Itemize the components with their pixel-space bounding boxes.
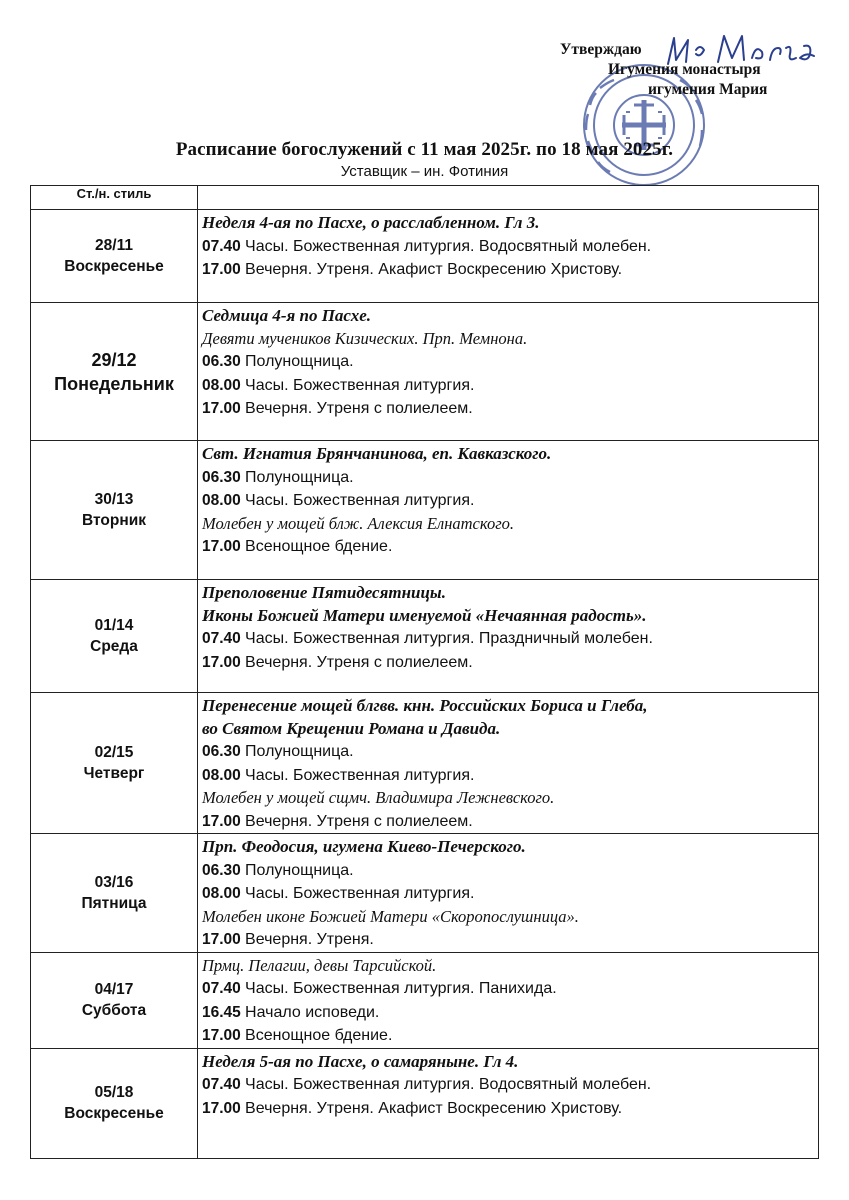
service-text: Вечерня. Утреня с полиелеем. bbox=[245, 812, 473, 830]
service-text: Вечерня. Утреня. Акафист Воскресению Христову. bbox=[245, 261, 623, 278]
service-text: Часы. Божественная литургия. bbox=[245, 376, 475, 394]
date-cell bbox=[31, 441, 198, 580]
service-text: Всенощное бдение. bbox=[245, 1027, 393, 1044]
service-text: Часы. Божественная литургия. bbox=[245, 885, 475, 902]
service-text: Вечерня. Утреня с полиелеем. bbox=[245, 400, 473, 417]
table-row bbox=[31, 834, 819, 953]
service-line bbox=[202, 627, 814, 651]
service-line bbox=[202, 350, 814, 374]
service-time: 17.00 bbox=[202, 931, 241, 948]
weekday: Четверг bbox=[83, 765, 145, 782]
page-title: Расписание богослужений с 11 мая 2025г. по 18 мая 2025г. bbox=[175, 139, 674, 160]
weekday: Воскресенье bbox=[64, 258, 164, 275]
service-line bbox=[202, 535, 814, 559]
date-cell bbox=[31, 952, 198, 1048]
service-text: Вечерня. Утреня. bbox=[245, 931, 374, 948]
services-cell bbox=[198, 580, 819, 693]
feast-title: Перенесение мощей блгвв. кнн. Российских Бориса и Глеба, bbox=[202, 696, 648, 715]
weekday: Суббота bbox=[81, 1002, 147, 1019]
service-text: Часы. Божественная литургия. Водосвятный молебен. bbox=[245, 237, 652, 255]
weekday: Вторник bbox=[82, 512, 146, 529]
service-time: 17.00 bbox=[202, 400, 241, 417]
service-time: 06.30 bbox=[202, 861, 241, 879]
service-time: 06.30 bbox=[202, 468, 241, 486]
approval-line-approve: Утверждаю bbox=[560, 41, 642, 58]
service-line bbox=[202, 1001, 814, 1025]
date-value: 02/15 bbox=[94, 744, 134, 761]
handwritten-signature bbox=[662, 30, 822, 70]
weekday: Воскресенье bbox=[64, 1105, 164, 1122]
table-row bbox=[31, 1048, 819, 1158]
service-text: Часы. Божественная литургия. bbox=[245, 492, 475, 509]
services-cell bbox=[198, 834, 819, 953]
table-header-row bbox=[31, 186, 819, 210]
service-time: 07.40 bbox=[202, 980, 241, 997]
feast-title: Свт. Игнатия Брянчанинова, еп. Кавказского. bbox=[202, 444, 552, 463]
service-line bbox=[202, 810, 814, 834]
service-line bbox=[202, 764, 814, 788]
services-cell bbox=[198, 210, 819, 303]
service-text: Полунощница. bbox=[245, 861, 354, 879]
service-text: Часы. Божественная литургия. bbox=[245, 766, 475, 784]
date-cell bbox=[31, 693, 198, 834]
service-line bbox=[202, 1097, 814, 1121]
service-line bbox=[202, 397, 814, 421]
services-cell bbox=[198, 693, 819, 834]
commemoration-note: Прмц. Пелагии, девы Тарсийской. bbox=[202, 955, 437, 975]
service-text: Всенощное бдение. bbox=[245, 538, 393, 555]
service-text: Часы. Божественная литургия. Панихида. bbox=[245, 980, 557, 997]
service-time: 08.00 bbox=[202, 492, 241, 509]
service-line bbox=[202, 1073, 814, 1097]
service-time: 07.40 bbox=[202, 237, 241, 255]
feast-title: Неделя 5-ая по Пасхе, о самаряныне. Гл 4. bbox=[202, 1051, 519, 1071]
date-cell bbox=[31, 303, 198, 441]
service-time: 08.00 bbox=[202, 376, 241, 394]
service-time: 17.00 bbox=[202, 812, 241, 830]
date-cell bbox=[31, 834, 198, 953]
service-text: Часы. Божественная литургия. Праздничный молебен. bbox=[245, 630, 653, 647]
header-services-column bbox=[198, 186, 819, 210]
date-cell bbox=[31, 580, 198, 693]
services-cell bbox=[198, 952, 819, 1048]
feast-title: Седмица 4-я по Пасхе. bbox=[202, 306, 372, 325]
service-line bbox=[202, 489, 814, 513]
approval-line-name: игумения Мария bbox=[648, 81, 768, 98]
service-line bbox=[202, 235, 814, 259]
services-cell bbox=[198, 1048, 819, 1158]
service-text: Часы. Божественная литургия. Водосвятный молебен. bbox=[245, 1076, 652, 1093]
date-value: 29/12 bbox=[91, 349, 137, 370]
feast-title: Неделя 4-ая по Пасхе, о расслабленном. Гл 3. bbox=[202, 213, 540, 232]
weekday: Среда bbox=[90, 638, 138, 655]
page-subtitle: Уставщик – ин. Фотиния bbox=[340, 163, 509, 180]
service-line bbox=[202, 374, 814, 398]
date-value: 03/16 bbox=[94, 873, 134, 891]
date-cell bbox=[31, 210, 198, 303]
table-row bbox=[31, 693, 819, 834]
service-time: 17.00 bbox=[202, 261, 241, 278]
table-row bbox=[31, 303, 819, 441]
feast-title: Прп. Феодосия, игумена Киево-Печерского. bbox=[202, 837, 526, 856]
table-row bbox=[31, 210, 819, 303]
date-cell bbox=[31, 1048, 198, 1158]
table-row bbox=[31, 441, 819, 580]
service-line bbox=[202, 928, 814, 952]
service-line bbox=[202, 740, 814, 764]
service-time: 07.40 bbox=[202, 630, 241, 647]
service-text: Вечерня. Утреня с полиелеем. bbox=[245, 653, 473, 671]
service-time: 06.30 bbox=[202, 743, 241, 760]
schedule-table bbox=[30, 185, 819, 1159]
service-time: 17.00 bbox=[202, 1099, 241, 1117]
services-cell bbox=[198, 303, 819, 441]
service-time: 16.45 bbox=[202, 1003, 241, 1021]
weekday: Пятница bbox=[81, 894, 147, 912]
feast-title: во Святом Крещении Романа и Давида. bbox=[202, 718, 501, 738]
service-time: 07.40 bbox=[202, 1076, 241, 1093]
date-value: 28/11 bbox=[95, 237, 133, 254]
service-line bbox=[202, 258, 814, 282]
service-time: 17.00 bbox=[202, 1027, 241, 1044]
service-time: 08.00 bbox=[202, 885, 241, 902]
date-value: 01/14 bbox=[94, 617, 134, 634]
commemoration-note: Молебен у мощей блж. Алексия Елнатского. bbox=[202, 513, 515, 533]
service-line bbox=[202, 1024, 814, 1048]
feast-title: Преполовение Пятидесятницы. bbox=[202, 583, 446, 602]
table-row bbox=[31, 952, 819, 1048]
table-row bbox=[31, 580, 819, 693]
service-text: Полунощница. bbox=[245, 353, 354, 370]
date-value: 30/13 bbox=[94, 491, 134, 508]
feast-title: Иконы Божией Матери именуемой «Нечаянная радость». bbox=[202, 605, 647, 625]
services-cell bbox=[198, 441, 819, 580]
service-time: 06.30 bbox=[202, 353, 241, 370]
service-text: Вечерня. Утреня. Акафист Воскресению Христову. bbox=[245, 1099, 623, 1117]
service-text: Полунощница. bbox=[245, 468, 354, 486]
service-text: Начало исповеди. bbox=[245, 1003, 380, 1021]
date-value: 04/17 bbox=[94, 981, 134, 998]
date-value: 05/18 bbox=[94, 1084, 134, 1101]
service-text: Полунощница. bbox=[245, 743, 354, 760]
service-line bbox=[202, 859, 814, 883]
service-line bbox=[202, 651, 814, 675]
service-line bbox=[202, 977, 814, 1001]
weekday: Понедельник bbox=[54, 373, 174, 394]
commemoration-note: Молебен иконе Божией Матери «Скоропослушница». bbox=[202, 906, 579, 926]
header-style-column: Ст./н. стиль bbox=[31, 186, 198, 210]
service-line bbox=[202, 882, 814, 906]
service-time: 17.00 bbox=[202, 538, 241, 555]
commemoration-note: Молебен у мощей сщмч. Владимира Лежневского. bbox=[202, 788, 555, 807]
commemoration-note: Девяти мучеников Кизических. Прп. Мемнона. bbox=[202, 328, 528, 348]
approval-line-position: Игумения монастыря bbox=[608, 61, 761, 78]
service-line bbox=[202, 466, 814, 490]
service-time: 17.00 bbox=[202, 653, 241, 671]
service-time: 08.00 bbox=[202, 766, 241, 784]
